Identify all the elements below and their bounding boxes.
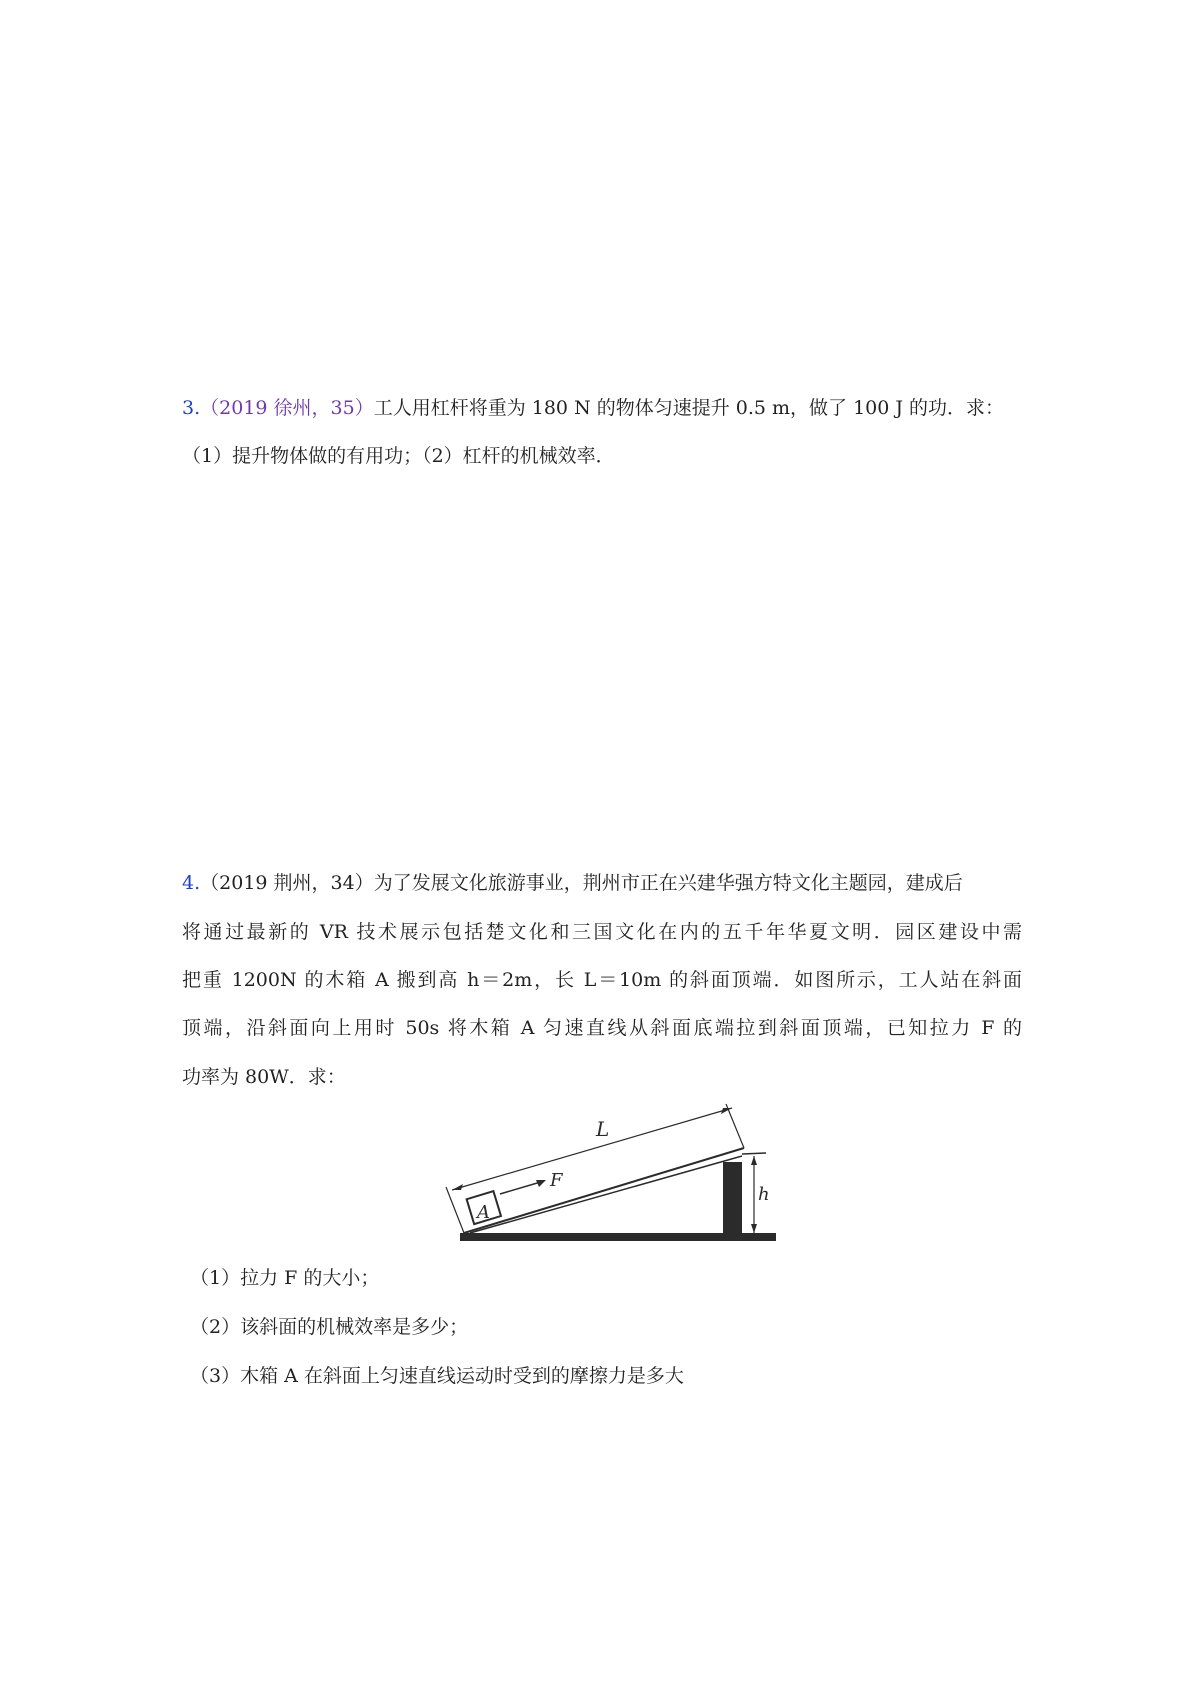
question-4-sub-3: （3）木箱 A 在斜面上匀速直线运动时受到的摩擦力是多大 <box>190 1365 684 1387</box>
label-l: L <box>596 1117 610 1141</box>
l-extension-right <box>726 1104 744 1148</box>
question-3-number: 3. <box>182 397 201 419</box>
question-4-line-5: 功率为 80W．求： <box>182 1066 346 1088</box>
h-arrow-bottom <box>751 1224 757 1233</box>
question-4-line-2: 将通过最新的 VR 技术展示包括楚文化和三国文化在内的五千年华夏文明．园区建设中需 <box>182 921 1022 943</box>
label-a: A <box>477 1202 490 1223</box>
h-arrow-top <box>751 1156 757 1165</box>
question-3-line-1 <box>182 396 1004 420</box>
incline-top-edge <box>464 1148 744 1233</box>
question-4-sub-1: （1）拉力 F 的大小； <box>190 1267 380 1289</box>
question-4-line-3: 把重 1200N 的木箱 A 搬到高 h＝2m，长 L＝10m 的斜面顶端．如图所示，工人站在斜面 <box>182 969 1022 991</box>
question-4-line-4: 顶端，沿斜面向上用时 50s 将木箱 A 匀速直线从斜面底端拉到斜面顶端，已知拉力 F 的 <box>182 1017 1022 1039</box>
support-post <box>723 1162 742 1234</box>
question-4-sub-2: （2）该斜面的机械效率是多少； <box>190 1316 469 1338</box>
question-3-line-2: （1）提升物体做的有用功；（2）杠杆的机械效率． <box>182 445 615 467</box>
ground-base <box>460 1233 776 1241</box>
force-arrow-head <box>536 1180 546 1187</box>
incline-figure <box>436 1090 796 1250</box>
question-4-stem-1: （2019 荆州，34）为了发展文化旅游事业，荆州市正在兴建华强方特文化主题园，建成后 <box>200 872 963 894</box>
question-4-number: 4. <box>182 872 201 894</box>
l-extension-left <box>446 1187 464 1233</box>
incline-bottom-edge <box>470 1156 742 1233</box>
label-f: F <box>550 1170 563 1191</box>
l-dimension-line <box>452 1108 732 1190</box>
question-4-line-1 <box>182 871 963 895</box>
question-3-stem: 工人用杠杆将重为 180 N 的物体匀速提升 0.5 m，做了 100 J 的功．求： <box>373 397 1005 419</box>
top-platform <box>742 1153 766 1154</box>
question-3-source: （2019 徐州，35） <box>200 397 374 419</box>
label-h: h <box>758 1184 770 1205</box>
